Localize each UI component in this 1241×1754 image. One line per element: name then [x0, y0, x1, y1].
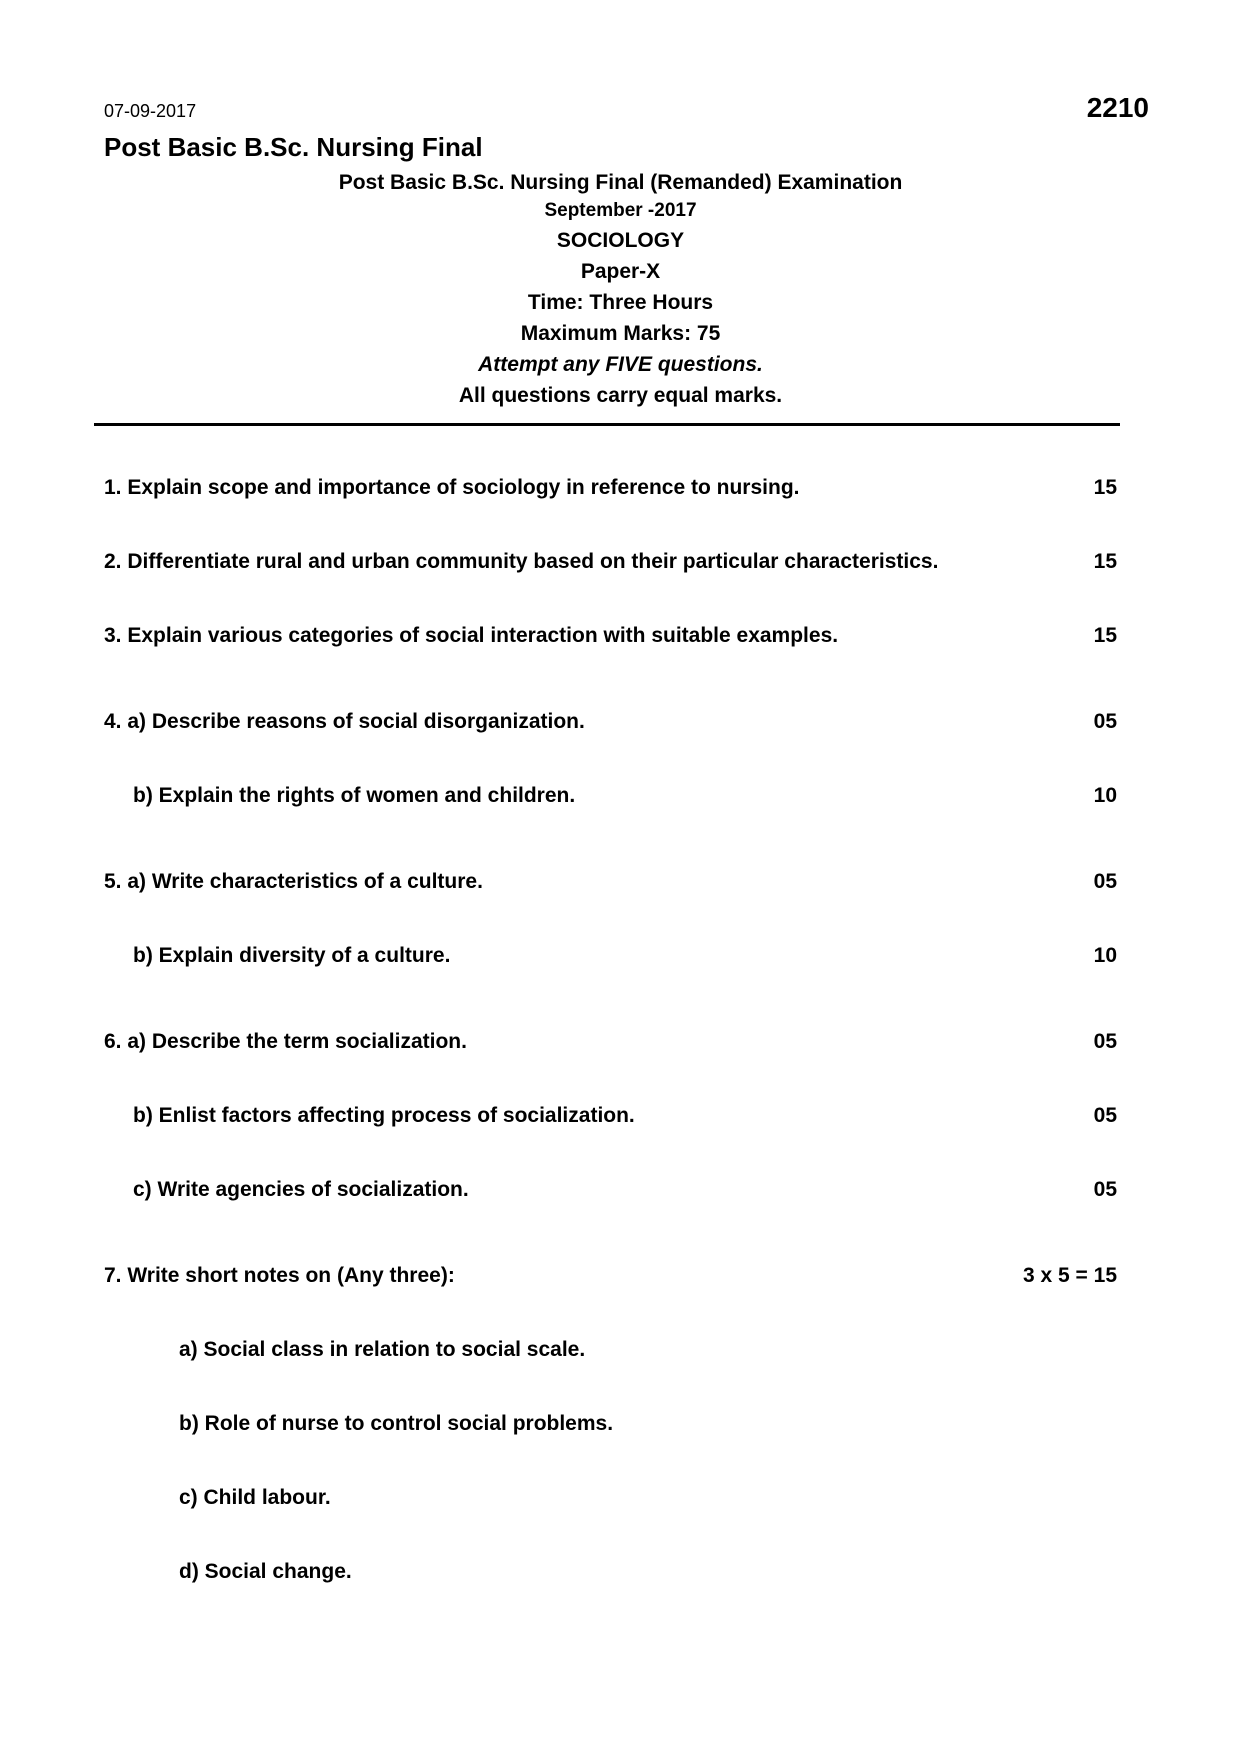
header-divider — [94, 423, 1120, 426]
question-4b-marks: 10 — [1093, 784, 1117, 807]
question-5b-marks: 10 — [1093, 944, 1117, 967]
subject-name: SOCIOLOGY — [556, 229, 685, 252]
question-3: 3. Explain various categories of social interaction with suitable examples. — [104, 624, 839, 647]
question-6c: c) Write agencies of socialization. — [133, 1178, 469, 1201]
question-3-marks: 15 — [1093, 624, 1117, 647]
maximum-marks: Maximum Marks: 75 — [520, 322, 721, 345]
question-6b-marks: 05 — [1093, 1104, 1117, 1127]
question-5a-marks: 05 — [1093, 870, 1117, 893]
instruction-equal-marks: All questions carry equal marks. — [458, 384, 783, 407]
exam-title: Post Basic B.Sc. Nursing Final (Remanded) Examination — [338, 171, 903, 194]
question-2-marks: 15 — [1093, 550, 1117, 573]
paper-number: Paper-X — [580, 260, 661, 283]
short-note-c: c) Child labour. — [179, 1486, 331, 1509]
instruction-attempt: Attempt any FIVE questions. — [478, 353, 763, 376]
question-5a: 5. a) Write characteristics of a culture. — [104, 870, 483, 893]
question-7-marks: 3 x 5 = 15 — [1023, 1264, 1117, 1287]
question-1-marks: 15 — [1093, 476, 1117, 499]
question-5b: b) Explain diversity of a culture. — [133, 944, 451, 967]
question-4a: 4. a) Describe reasons of social disorganization. — [104, 710, 585, 733]
question-7: 7. Write short notes on (Any three): — [104, 1264, 455, 1287]
time-allowed: Time: Three Hours — [527, 291, 714, 314]
question-6c-marks: 05 — [1093, 1178, 1117, 1201]
paper-code: 2210 — [1086, 92, 1149, 123]
exam-session: September -2017 — [544, 200, 697, 221]
exam-date: 07-09-2017 — [104, 101, 197, 121]
question-6a-marks: 05 — [1093, 1030, 1117, 1053]
question-1: 1. Explain scope and importance of sociology in reference to nursing. — [104, 476, 800, 499]
course-title: Post Basic B.Sc. Nursing Final — [104, 132, 483, 162]
short-note-a: a) Social class in relation to social scale. — [179, 1338, 586, 1361]
question-6b: b) Enlist factors affecting process of socialization. — [133, 1104, 635, 1127]
question-4b: b) Explain the rights of women and children. — [133, 784, 576, 807]
question-2: 2. Differentiate rural and urban community based on their particular characteristics. — [104, 550, 939, 573]
question-6a: 6. a) Describe the term socialization. — [104, 1030, 467, 1053]
question-4a-marks: 05 — [1093, 710, 1117, 733]
short-note-d: d) Social change. — [179, 1560, 352, 1583]
short-note-b: b) Role of nurse to control social problems. — [179, 1412, 614, 1435]
